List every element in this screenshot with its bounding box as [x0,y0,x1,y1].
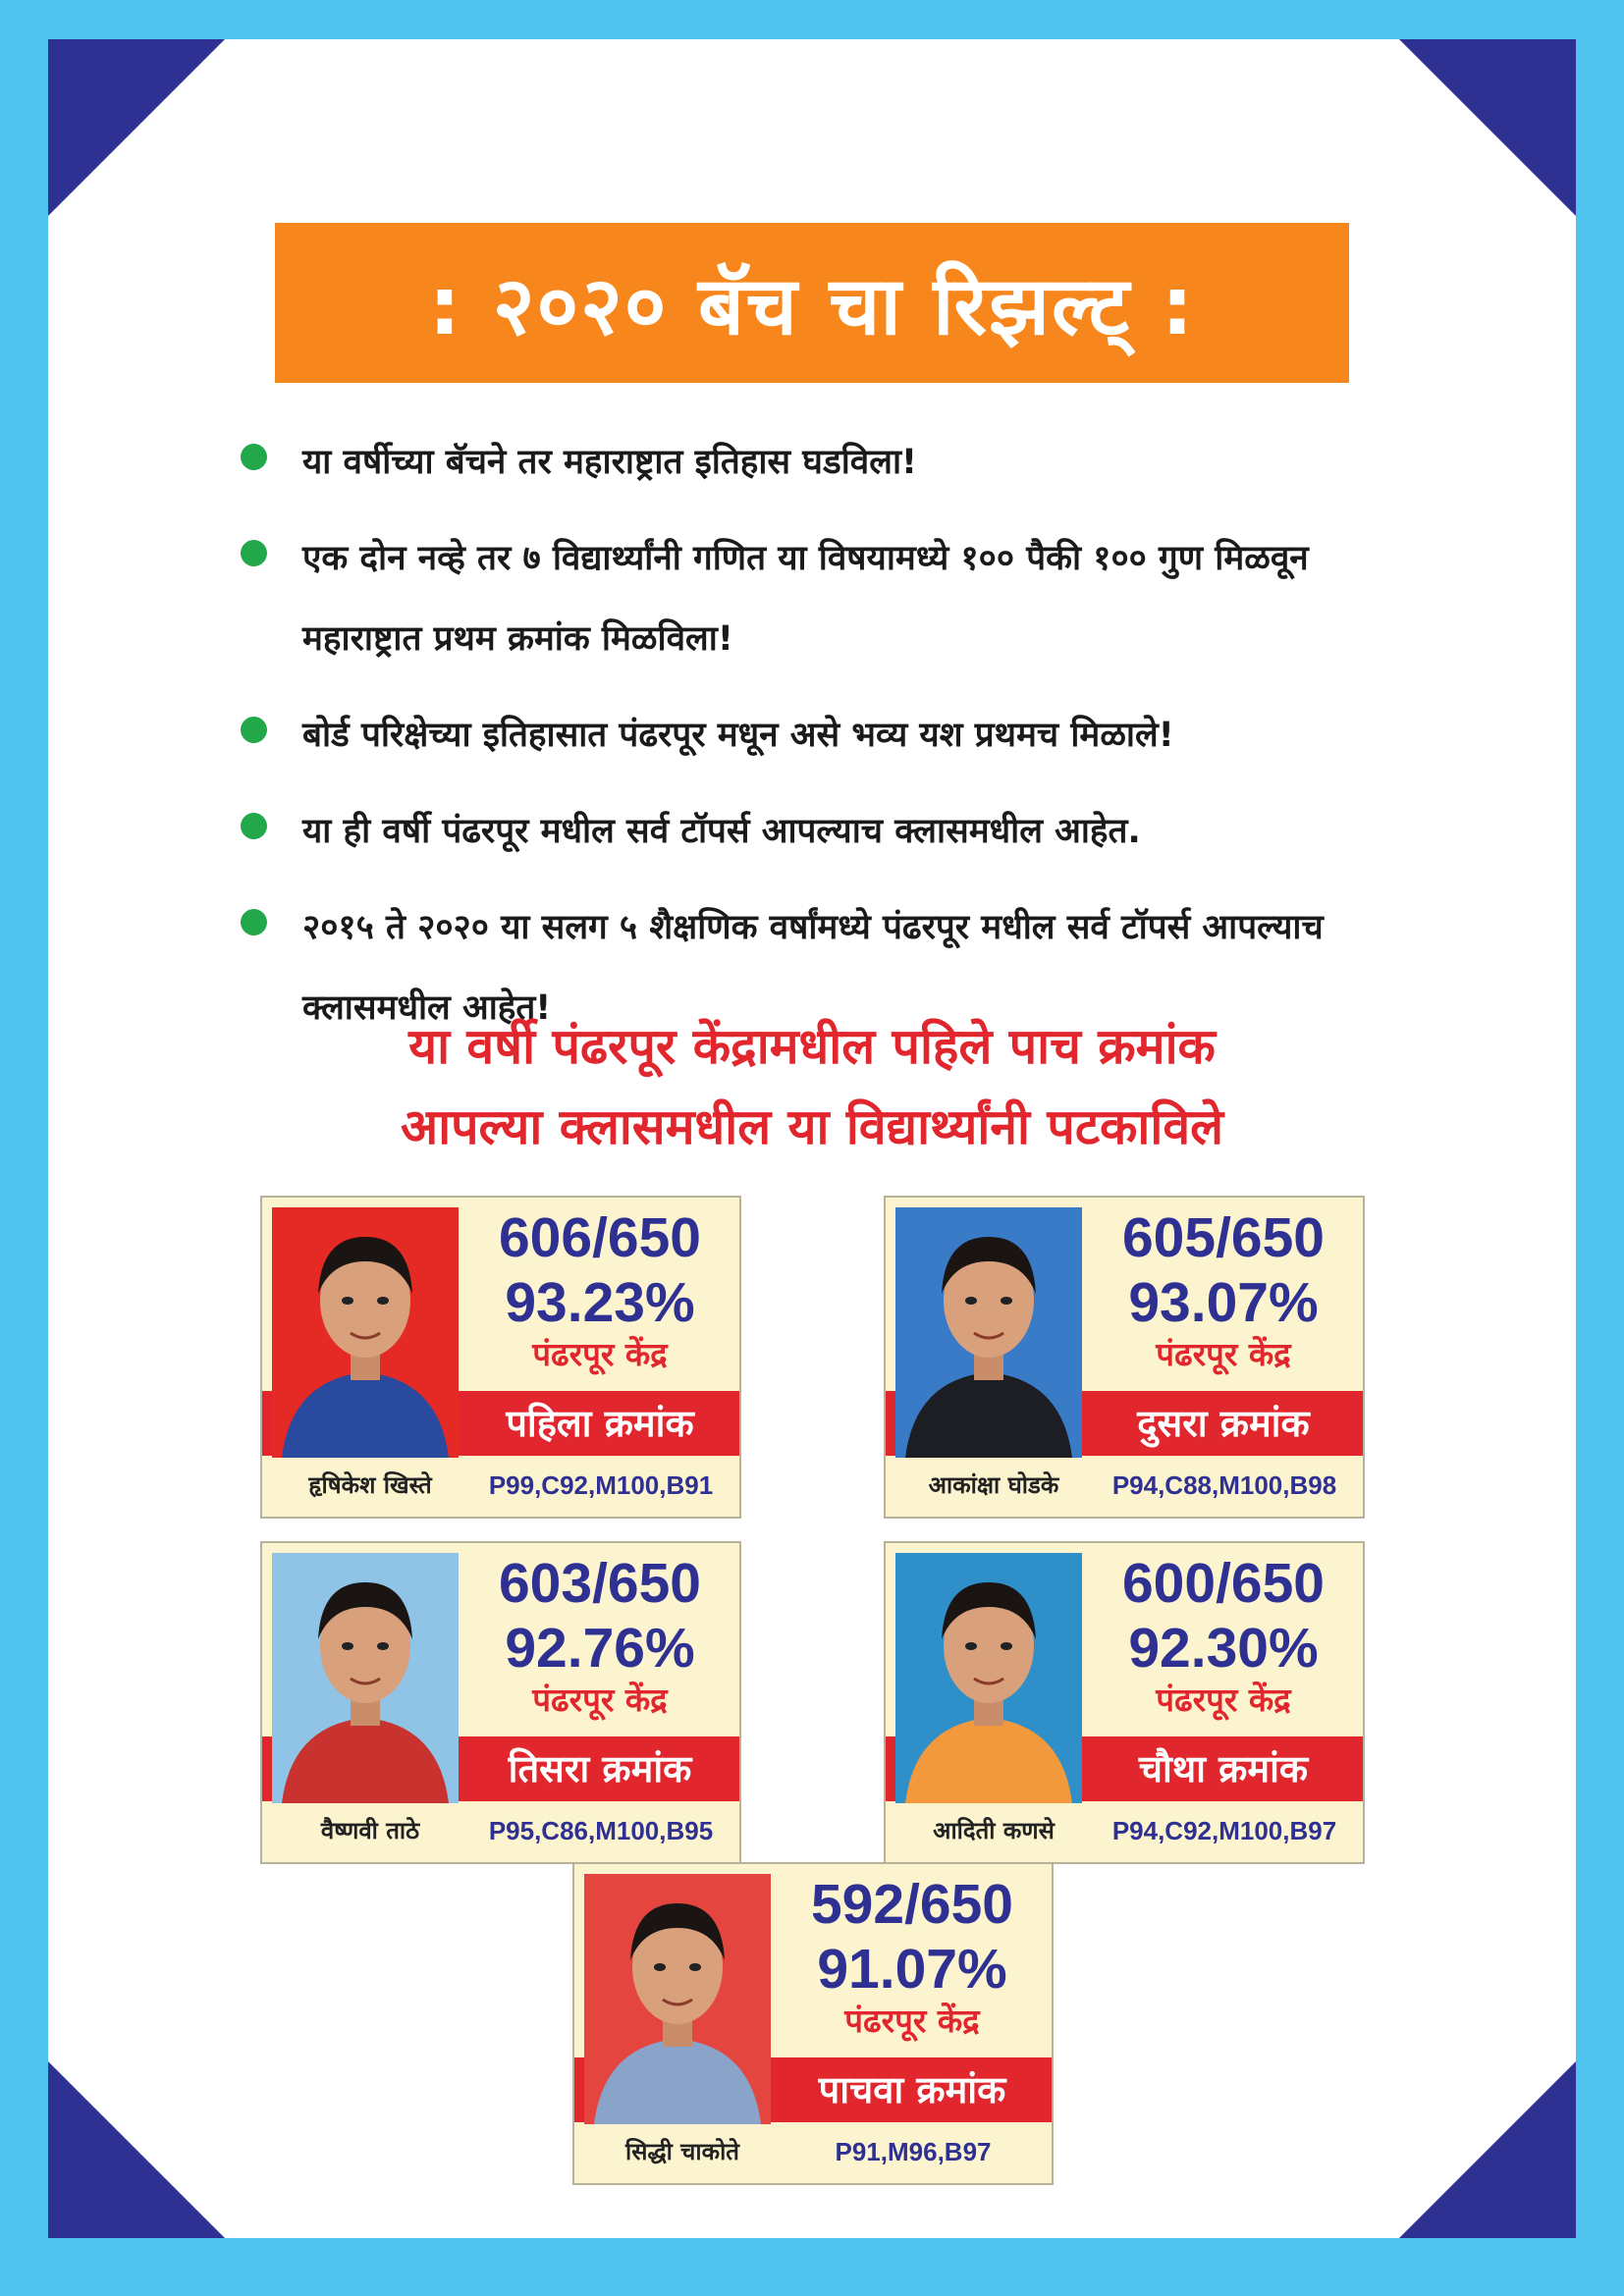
topper-card-rank-3 [260,1541,741,1845]
rank-label: पहिला क्रमांक [506,1402,694,1445]
exam-center: पंढरपूर केंद्र [1156,1681,1291,1719]
exam-center: पंढरपूर केंद्र [844,2002,980,2040]
toppers-heading [147,1006,1477,1167]
percentage: 93.07% [1128,1271,1319,1334]
result-title-banner [275,223,1349,383]
student-photo [895,1207,1082,1458]
bullet-dot-icon [241,813,267,839]
bullet-dot-icon [241,717,267,743]
student-name: वैष्णवी ताठे [320,1817,420,1844]
corner-decoration-top-right [1399,39,1576,216]
rank-label: तिसरा क्रमांक [508,1747,692,1790]
corner-decoration-bottom-right [1399,2061,1576,2238]
percentage: 93.23% [505,1271,695,1334]
student-photo [272,1553,459,1803]
student-photo [272,1207,459,1458]
toppers-heading-line2: आपल्या क्लासमधील या विद्यार्थ्यांनी पटकाविले [400,1098,1224,1155]
topper-card-rank-5 [572,1862,1054,2166]
score: 605/650 [1121,1206,1326,1269]
percentage: 92.30% [1128,1617,1319,1680]
score: 603/650 [498,1552,702,1615]
student-name: हृषिकेश खिस्ते [308,1471,432,1499]
score: 606/650 [498,1206,702,1269]
score: 600/650 [1121,1552,1326,1615]
percentage: 91.07% [817,1938,1007,2001]
student-name: आदिती कणसे [933,1817,1055,1844]
toppers-heading-line1: या वर्षी पंढरपूर केंद्रामधील पहिले पाच क्रमांक [408,1018,1216,1075]
achievement-item: बोर्ड परिक्षेच्या इतिहासात पंढरपूर मधून असे भव्य यश प्रथमच मिळाले! [241,695,1370,775]
subject-marks: P91,M96,B97 [835,2137,992,2166]
rank-label: दुसरा क्रमांक [1137,1402,1310,1445]
bullet-dot-icon [241,909,267,935]
rank-label: चौथा क्रमांक [1138,1747,1309,1790]
score: 592/650 [810,1873,1014,1936]
achievement-item: २०१५ ते २०२० या सलग ५ शैक्षणिक वर्षांमध्ये पंढरपूर मधील सर्व टॉपर्स आपल्याच क्लासमधील आहेत! [241,887,1370,1048]
achievement-item: या ही वर्षी पंढरपूर मधील सर्व टॉपर्स आपल्याच क्लासमधील आहेत. [241,791,1370,872]
student-photo [895,1553,1082,1803]
subject-marks: P94,C88,M100,B98 [1111,1470,1337,1500]
bullet-dot-icon [241,540,267,566]
achievement-list [241,422,1370,1064]
subject-marks: P99,C92,M100,B91 [488,1470,714,1500]
bullet-dot-icon [241,444,267,470]
student-name: सिद्धी चाकोते [625,2138,739,2165]
rank-label: पाचवा क्रमांक [818,2068,1006,2111]
achievement-item: या वर्षीच्या बॅचने तर महाराष्ट्रात इतिहास घडविला! [241,422,1370,503]
student-photo [584,1874,771,2124]
topper-card-rank-2 [884,1196,1365,1500]
exam-center: पंढरपूर केंद्र [532,1681,668,1719]
result-title: : २०२० बॅच चा रिझल्ट् : [428,259,1196,353]
exam-center: पंढरपूर केंद्र [1156,1335,1291,1373]
corner-decoration-bottom-left [48,2061,225,2238]
topper-card-rank-1 [260,1196,741,1500]
percentage: 92.76% [505,1617,695,1680]
achievement-item: एक दोन नव्हे तर ७ विद्यार्थ्यांनी गणित या विषयामध्ये १०० पैकी १०० गुण मिळवून महाराष्ट्रात प्रथम क्रमांक मिळविला! [241,518,1370,679]
corner-decoration-top-left [48,39,225,216]
subject-marks: P94,C92,M100,B97 [1111,1816,1337,1845]
exam-center: पंढरपूर केंद्र [532,1335,668,1373]
student-name: आकांक्षा घोडके [928,1471,1059,1499]
topper-card-rank-4 [884,1541,1365,1845]
subject-marks: P95,C86,M100,B95 [488,1816,714,1845]
